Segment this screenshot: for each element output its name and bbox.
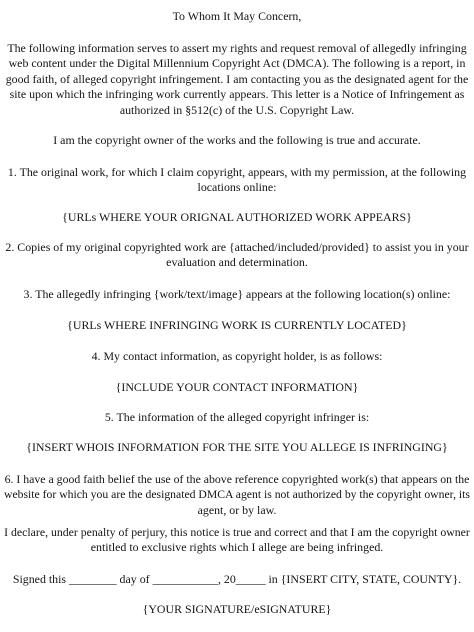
item-6-line: 6. I have a good faith belief the use of the above reference copyrighted work(s) that appears on the [4,472,470,486]
item-3-text: 3. The allegedly infringing {work/text/image} appears at the following location(s) online: [23,287,451,301]
item-1-original-work [4,165,470,196]
item-3-infringing-location [4,287,470,302]
intro-line: authorized in §512(c) of the U.S. Copyright Law. [119,102,355,117]
item-6-line: agent, or by law. [197,502,277,517]
item-5-text: 5. The information of the alleged copyright infringer is: [104,410,370,424]
item-2-line: 2. Copies of my original copyrighted work are {attached/included/provided} to assist you in your [5,240,469,254]
item-1-placeholder [4,210,470,225]
item-4-placeholder [4,380,470,395]
item-5-infringer-info [4,410,470,425]
item-3-placeholder-text: {URLs WHERE INFRINGING WORK IS CURRENTLY LOCATED} [67,318,407,332]
item-4-contact-info [4,349,470,364]
item-4-text: 4. My contact information, as copyright holder, is as follows: [91,349,383,363]
intro-line: web content under the Digital Millennium Copyright Act (DMCA). The following is a report, in [8,56,466,71]
item-6-line: website for which you are the designated DMCA agent is not authorized by the copyright owner, its [4,488,470,502]
intro-paragraph [4,41,470,118]
item-5-placeholder-text: {INSERT WHOIS INFORMATION FOR THE SITE YOU ALLEGE IS INFRINGING} [26,440,448,454]
signature-placeholder [4,602,470,617]
item-2-copies [4,240,470,271]
item-2-line: evaluation and determination. [166,255,308,270]
item-5-placeholder [4,440,470,455]
signed-line-text: Signed this ________ day of ___________, 20_____ in {INSERT CITY, STATE, COUNTY}. [12,572,462,586]
item-1-line: locations online: [197,180,277,195]
item-6-good-faith [4,472,470,518]
signature-placeholder-text: {YOUR SIGNATURE/eSIGNATURE} [142,602,332,616]
intro-line: site upon which the infringing work currently appears. This letter is a Notice of Infringement as [9,87,465,102]
item-3-placeholder [4,318,470,333]
item-4-placeholder-text: {INCLUDE YOUR CONTACT INFORMATION} [115,380,359,394]
item-1-placeholder-text: {URLs WHERE YOUR ORIGNAL AUTHORIZED WORK APPEARS} [62,210,412,224]
intro-line: good faith, of alleged copyright infringement. I am contacting you as the designated agent for the [5,71,469,86]
perjury-declaration [4,525,470,556]
intro-line: The following information serves to assert my rights and request removal of allegedly infringing [7,41,467,55]
declaration-line: I declare, under penalty of perjury, this notice is true and correct and that I am the copyright owner [4,525,470,539]
salutation [4,9,470,24]
item-1-line: 1. The original work, for which I claim copyright, appears, with my permission, at the following [7,165,467,179]
signed-line [4,572,470,587]
salutation-text: To Whom It May Concern, [172,9,302,23]
owner-statement [4,133,470,148]
declaration-line: entitled to exclusive rights which I allege are being infringed. [90,540,384,555]
owner-statement-text: I am the copyright owner of the works and the following is true and accurate. [53,133,421,147]
